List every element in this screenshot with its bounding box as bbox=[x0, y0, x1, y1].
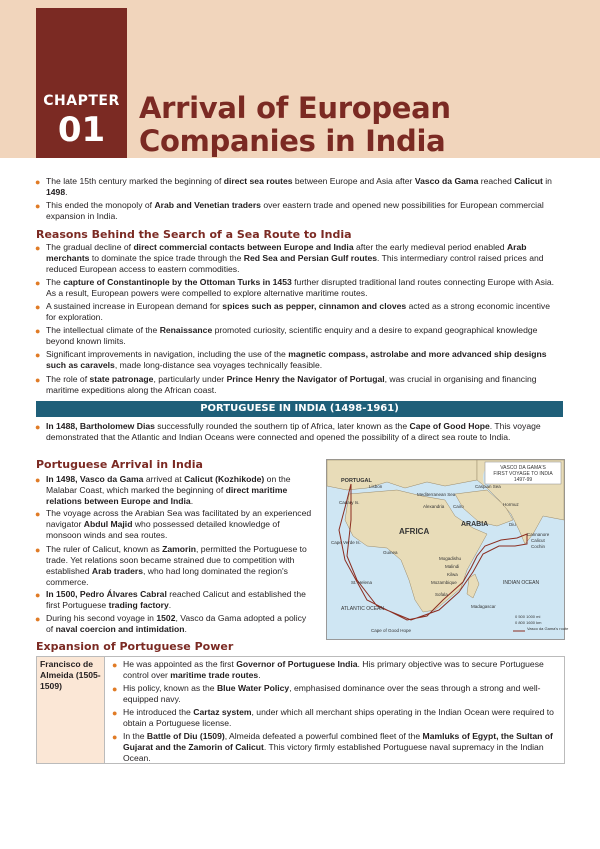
bullet-icon: ● bbox=[112, 732, 118, 742]
map-scale-mi: 0 500 1000 mi bbox=[515, 614, 541, 619]
bullet-icon: ● bbox=[112, 660, 118, 670]
bullet-icon: ● bbox=[35, 614, 41, 624]
reason-bullet-2: ● The capture of Constantinople by the Ottoman Turks in 1453 further disrupted traditional land routes connecting Europe with Asia. As a result, European powers were compelled to explore alternative maritime routes. bbox=[35, 277, 555, 298]
arrival-bullet-3: ● The ruler of Calicut, known as Zamorin, permitted the Portuguese to trade. Yet relations soon became strained due to competition with established Arab traders, who had long dominated the region's commerce. bbox=[35, 544, 307, 587]
vasco-da-gama-voyage-map bbox=[326, 459, 569, 640]
europe-landmass bbox=[327, 460, 477, 490]
label-cape: Cape of Good Hope bbox=[371, 628, 412, 633]
almeida-bullet-3: ● He introduced the Cartaz system, under which all merchant ships operating in the Indian Ocean were required to obtain a Portuguese license. bbox=[112, 707, 554, 728]
almeida-bullet-2: ● His policy, known as the Blue Water Policy, emphasised dominance over the seas through a strong and well-equipped navy. bbox=[112, 683, 541, 704]
chapter-title: Arrival of European Companies in India bbox=[139, 91, 451, 158]
bullet-icon: ● bbox=[35, 375, 41, 385]
reasons-heading: Reasons Behind the Search of a Sea Route to India bbox=[36, 228, 352, 241]
label-indian: INDIAN OCEAN bbox=[503, 580, 540, 586]
label-hormuz: Hormuz bbox=[503, 502, 519, 507]
label-diu: Diu bbox=[509, 522, 516, 527]
reason-bullet-5: ● Significant improvements in navigation, including the use of the magnetic compass, astrolabe and more advanced ship designs such as caravels, made long-distance sea voyages technically feasible. bbox=[35, 349, 547, 370]
bullet-icon: ● bbox=[35, 177, 41, 187]
almeida-name: Francisco de Almeida (1505-1509) bbox=[40, 659, 101, 691]
map-title-1: VASCO DA GAMA'S bbox=[500, 465, 546, 471]
arrival-bullet-5: ● During his second voyage in 1502, Vasco da Gama adopted a policy of naval coercion and intimidation. bbox=[35, 613, 307, 634]
label-canary: Canary Is. bbox=[339, 500, 360, 505]
bullet-icon: ● bbox=[112, 684, 118, 694]
label-cannanore: Cannanore bbox=[527, 532, 550, 537]
bullet-icon: ● bbox=[35, 475, 41, 485]
label-portugal: PORTUGAL bbox=[341, 478, 372, 484]
label-cape-verde: Cape Verde Is. bbox=[331, 540, 361, 545]
label-guinea: Guinea bbox=[383, 550, 398, 555]
bullet-icon: ● bbox=[35, 278, 41, 288]
bullet-icon: ● bbox=[35, 243, 41, 253]
label-malindi: Malindi bbox=[445, 564, 460, 569]
almeida-bullet-1: ● He was appointed as the first Governor of Portuguese India. His primary objective was to secure Portuguese control over maritime trade routes. bbox=[112, 659, 544, 680]
label-mozambique: Mozambique bbox=[431, 580, 457, 585]
label-kilwa: Kilwa bbox=[447, 572, 458, 577]
label-st-helena: St. Helena bbox=[351, 580, 373, 585]
bullet-icon: ● bbox=[35, 350, 41, 360]
almeida-cell bbox=[37, 657, 105, 763]
label-sofala: Sofala bbox=[435, 592, 448, 597]
arrival-bullet-4: ● In 1500, Pedro Álvares Cabral reached Calicut and established the first Portuguese trading factory. bbox=[35, 589, 306, 610]
label-madagascar: Madagascar bbox=[471, 604, 496, 609]
label-lisbon: Lisbon bbox=[369, 484, 383, 489]
chapter-label: CHAPTER bbox=[43, 93, 120, 109]
reason-bullet-4: ● The intellectual climate of the Renaissance promoted curiosity, scientific enquiry and a desire to expand geographical knowledge beyond known limits. bbox=[35, 325, 538, 346]
bullet-icon: ● bbox=[35, 326, 41, 336]
almeida-bullet-4: ● In the Battle of Diu (1509), Almeida defeated a powerful combined fleet of the Mamluks of Egypt, the Sultan of Gujarat and the Zamorin of Calicut. This victory firmly established Portuguese naval supremacy in the Indian Ocean. bbox=[112, 731, 553, 763]
intro-bullet-2: ● This ended the monopoly of Arab and Venetian traders over eastern trade and opened new possibilities for European commercial expansion in India. bbox=[35, 200, 544, 221]
arrival-bullet-2: ● The voyage across the Arabian Sea was facilitated by an experienced navigator Abdul Majid who possessed detailed knowledge of monsoon winds and sea routes. bbox=[35, 508, 312, 540]
map-legend: Vasco da Gama's route bbox=[527, 626, 569, 631]
label-africa: AFRICA bbox=[399, 527, 430, 536]
map-title-2: FIRST VOYAGE TO INDIA bbox=[493, 471, 553, 477]
map-scale-km: 0 800 1600 km bbox=[515, 620, 542, 625]
bullet-icon: ● bbox=[35, 201, 41, 211]
portuguese-section-bar: PORTUGUESE IN INDIA (1498-1961) bbox=[36, 401, 563, 417]
reason-bullet-3: ● A sustained increase in European demand for spices such as pepper, cinnamon and cloves acted as a strong economic incentive for exploration. bbox=[35, 301, 550, 322]
label-mogadishu: Mogadishu bbox=[439, 556, 462, 561]
almeida-table bbox=[36, 656, 565, 764]
intro-bullet-1: ● The late 15th century marked the beginning of direct sea routes between Europe and Asia after Vasco da Gama reached Calicut in 1498. bbox=[35, 176, 552, 197]
bullet-icon: ● bbox=[35, 509, 41, 519]
label-atlantic: ATLANTIC OCEAN bbox=[341, 606, 384, 612]
bullet-icon: ● bbox=[35, 590, 41, 600]
bullet-icon: ● bbox=[35, 422, 41, 432]
reason-bullet-1: ● The gradual decline of direct commercial contacts between Europe and India after the early medieval period enabled Arab merchants to dominate the spice trade through the Red Sea and Persian Gulf routes. This intermediary control raised prices and reduced European access to eastern commodities. bbox=[35, 242, 544, 274]
label-cochin: Cochin bbox=[531, 544, 546, 549]
label-calicut: Calicut bbox=[531, 538, 545, 543]
map-title-3: 1497-99 bbox=[513, 477, 533, 483]
expansion-heading: Expansion of Portuguese Power bbox=[36, 640, 234, 653]
label-caspian: Caspian Sea bbox=[475, 484, 501, 489]
dias-bullet: ● In 1488, Bartholomew Dias successfully rounded the southern tip of Africa, later known as the Cape of Good Hope. This voyage demonstrated that the Atlantic and Indian Oceans were connected and opened the possibility of a direct sea route to India. bbox=[35, 421, 541, 442]
arrival-bullet-1: ● In 1498, Vasco da Gama arrived at Calicut (Kozhikode) on the Malabar Coast, which marked the beginning of direct maritime relations between Europe and India. bbox=[35, 474, 291, 506]
arrival-heading: Portuguese Arrival in India bbox=[36, 458, 203, 471]
label-alexandria: Alexandria bbox=[423, 504, 445, 509]
bullet-icon: ● bbox=[112, 708, 118, 718]
chapter-number: 01 bbox=[57, 110, 106, 150]
label-arabia: ARABIA bbox=[461, 521, 489, 528]
bullet-icon: ● bbox=[35, 545, 41, 555]
reason-bullet-6: ● The role of state patronage, particularly under Prince Henry the Navigator of Portugal, was crucial in organising and financing maritime expeditions along the African coast. bbox=[35, 374, 537, 395]
label-med: Mediterranean Sea bbox=[417, 492, 456, 497]
label-cairo: Cairo bbox=[453, 504, 464, 509]
bullet-icon: ● bbox=[35, 302, 41, 312]
